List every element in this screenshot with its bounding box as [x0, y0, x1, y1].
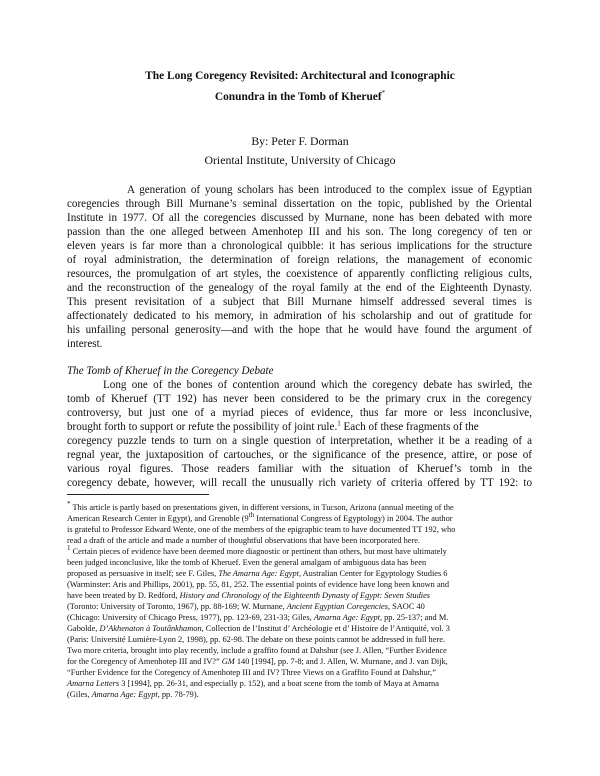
footnote-1-line: (Warminster: Aris and Phillips, 2001), pp. 55, 81, 252. The essential points of evidence have long been known and	[67, 580, 449, 589]
intro-line: This present revisitation of a subject that Bill Murnane himself addressed several times is	[67, 296, 532, 308]
footnote-ref-1: 1	[337, 419, 341, 428]
footnote-text: Gabolde,	[67, 624, 98, 633]
footnote-text: , pp. 78-79).	[157, 690, 199, 699]
footnote-text: th	[248, 511, 255, 520]
title-line-2	[60, 89, 540, 105]
intro-line: coregencies through Bill Murnane’s seminal dissertation on the topic, published by the Oriental	[67, 198, 532, 210]
footnote-1-line	[67, 678, 439, 689]
footnote-text: , pp. 25-137; and M.	[379, 613, 449, 622]
section-line: coregency puzzle tends to turn on a single question of interpretation, whether it be a reading of a	[67, 435, 532, 447]
footnote-star-line: read a draft of the article and made a number of thoughtful observations that have been incorporated here.	[67, 536, 421, 545]
section-line	[67, 420, 479, 434]
intro-line: A generation of young scholars has been introduced to the complex issue of Egyptian	[127, 184, 532, 196]
affiliation: Oriental Institute, University of Chicago	[204, 153, 396, 167]
intro-line: and the reconstruction of the genealogy of the royal family at the end of the Eighteenth Dynasty.	[67, 282, 532, 294]
footnote-text: (Giles,	[67, 690, 90, 699]
footnote-citation: History and Chronology of the Eighteenth Dynasty of Egypt: Seven Studies	[179, 591, 431, 600]
footnote-text: (Toronto: University of Toronto, 1967), pp. 88-169; W. Murnane,	[67, 602, 285, 611]
title-line-1: The Long Coregency Revisited: Architectural and Iconographic	[145, 70, 455, 82]
intro-line: of royal administration, the determination of foreign relations, the management of economic	[67, 254, 532, 266]
footnote-text: , Collection de l’Institut d’ Archéologie et d’ Histoire de l’Antiquité, vol. 3	[201, 624, 450, 633]
section-line: coregency debate, however, will recall the unusually rich variety of criteria offered by TT 192: to	[67, 477, 532, 489]
footnote-citation: D’Akhenaton à Toutânkhamon	[99, 624, 202, 633]
footnote-citation: The Amarna Age: Egypt	[218, 569, 299, 578]
footnote-text: This article is partly based on presentations given, in different versions, in Tucson, Arizona (annual meeting of the	[72, 503, 454, 512]
intro-line: interest.	[67, 338, 103, 350]
footnote-citation: GM	[221, 657, 235, 666]
footnote-1-line	[67, 689, 199, 700]
footnote-star-line: is grateful to Professor Edward Wente, one of the members of the epigraphic team to have documented TT 192, who	[67, 525, 456, 534]
section-line-4-end: Each of these fragments of the	[343, 421, 479, 433]
footnote-citation: Amarna Letters	[67, 679, 120, 688]
footnote-1-line: been judged inconclusive, like the tomb of Kheruef. Even the general amalgam of ambiguous data has been	[67, 558, 427, 567]
footnote-1-marker: 1	[67, 544, 71, 553]
footnote-text: , SAOC 40	[387, 602, 425, 611]
section-line-4-start: brought forth to support or refute the possibility of joint rule.	[67, 421, 338, 433]
footnote-1-line	[67, 568, 447, 579]
section-line: controversy, but just one of a myriad pieces of evidence, thus far more or less inconclusive,	[67, 407, 532, 419]
section-line: Long one of the bones of contention around which the coregency debate has swirled, the	[103, 379, 532, 391]
section-line: regnal year, the juxtaposition of cartouches, or the significance of the presence, attire, or pose of	[67, 449, 532, 461]
footnote-1-line	[67, 656, 448, 667]
footnote-text: 3 [1994], pp. 26-31, and especially p. 152), and a boat scene from the tomb of Maya at Amarna	[121, 679, 439, 688]
footnote-1-line	[67, 546, 447, 557]
author: By: Peter F. Dorman	[251, 134, 349, 148]
footnote-text: for the Coregency of Amenhotep III and IV?”	[67, 657, 220, 666]
intro-line: Institute in 1977. Of all the coregencies discussed by Murnane, none has been debated with more	[67, 212, 532, 224]
section-heading: The Tomb of Kheruef in the Coregency Debate	[67, 365, 274, 377]
footnote-text: have been treated by D. Redford,	[67, 591, 178, 600]
footnote-text: International Congress of Egyptology) in 2004. The author	[256, 514, 453, 523]
footnote-1-line	[67, 623, 450, 634]
section-line: various royal figures. Those readers familiar with the situation of Kheruef’s tomb in the	[67, 463, 532, 475]
footnote-1-line	[67, 590, 430, 601]
footnote-citation: Amarna Age: Egypt	[91, 690, 158, 699]
footnote-star-line	[67, 502, 454, 513]
footnote-text: proposed as persuasive in itself; see F. Giles,	[67, 569, 217, 578]
footnote-text: (Chicago: University of Chicago Press, 1977), pp. 123-69, 231-33; Giles,	[67, 613, 312, 622]
intro-line: resources, the promulgation of art styles, the coexistence of apparently conflicting religious cults,	[67, 268, 532, 280]
footnote-1-line: “Further Evidence for the Coregency of Amenhotep III and IV? Three Views on a Graffito Found at Dahshur,”	[67, 668, 436, 677]
footnote-text: Certain pieces of evidence have been deemed more diagnostic or pertinent than others, but most have ultimately	[72, 547, 447, 556]
footnote-text: American Research Center in Egypt), and Grenoble (9	[67, 514, 249, 523]
footnote-citation: Amarna Age: Egypt	[313, 613, 380, 622]
footnote-1-line: Two more criteria, brought into play recently, include a graffito found at Dahshur (see J. Allen, “Further Evidence	[67, 646, 447, 655]
section-line: tomb of Kheruef (TT 192) has never been considered to be the primary crux in the coregency	[67, 393, 532, 405]
footnote-1-line: (Paris: Université Lumière-Lyon 2, 1998), pp. 62-98. The debate on these points cannot be addressed in full here.	[67, 635, 445, 644]
footnote-citation: Ancient Egyptian Coregencies	[286, 602, 388, 611]
intro-line: affectionately dedicated to his memory, in admiration of his scholarship and out of gratitude for	[67, 310, 532, 322]
footnote-1-line	[67, 612, 448, 623]
footnote-star-marker: *	[67, 500, 71, 509]
title-line-2-text: Conundra in the Tomb of Kheruef	[214, 91, 382, 103]
footnote-text: , Australian Center for Egyptology Studies 6	[298, 569, 448, 578]
intro-line: eleven years is far more than a chronological quibble: it has serious implications for the structure	[67, 240, 532, 252]
footnote-star-line	[67, 513, 453, 524]
footnote-text: 140 [1994], pp. 7-8; and J. Allen, W. Murnane, and J. van Dijk,	[236, 657, 448, 666]
intro-line: passion than the one alleged between Amenhotep III and his son. The long coregency of ten or	[67, 226, 532, 238]
footnote-1-line	[67, 601, 425, 612]
intro-line: his unfailing personal generosity—and with the hope that he would have found the argument of	[67, 324, 532, 336]
footnote-separator	[67, 494, 209, 495]
title-footnote-marker: *	[381, 89, 386, 98]
